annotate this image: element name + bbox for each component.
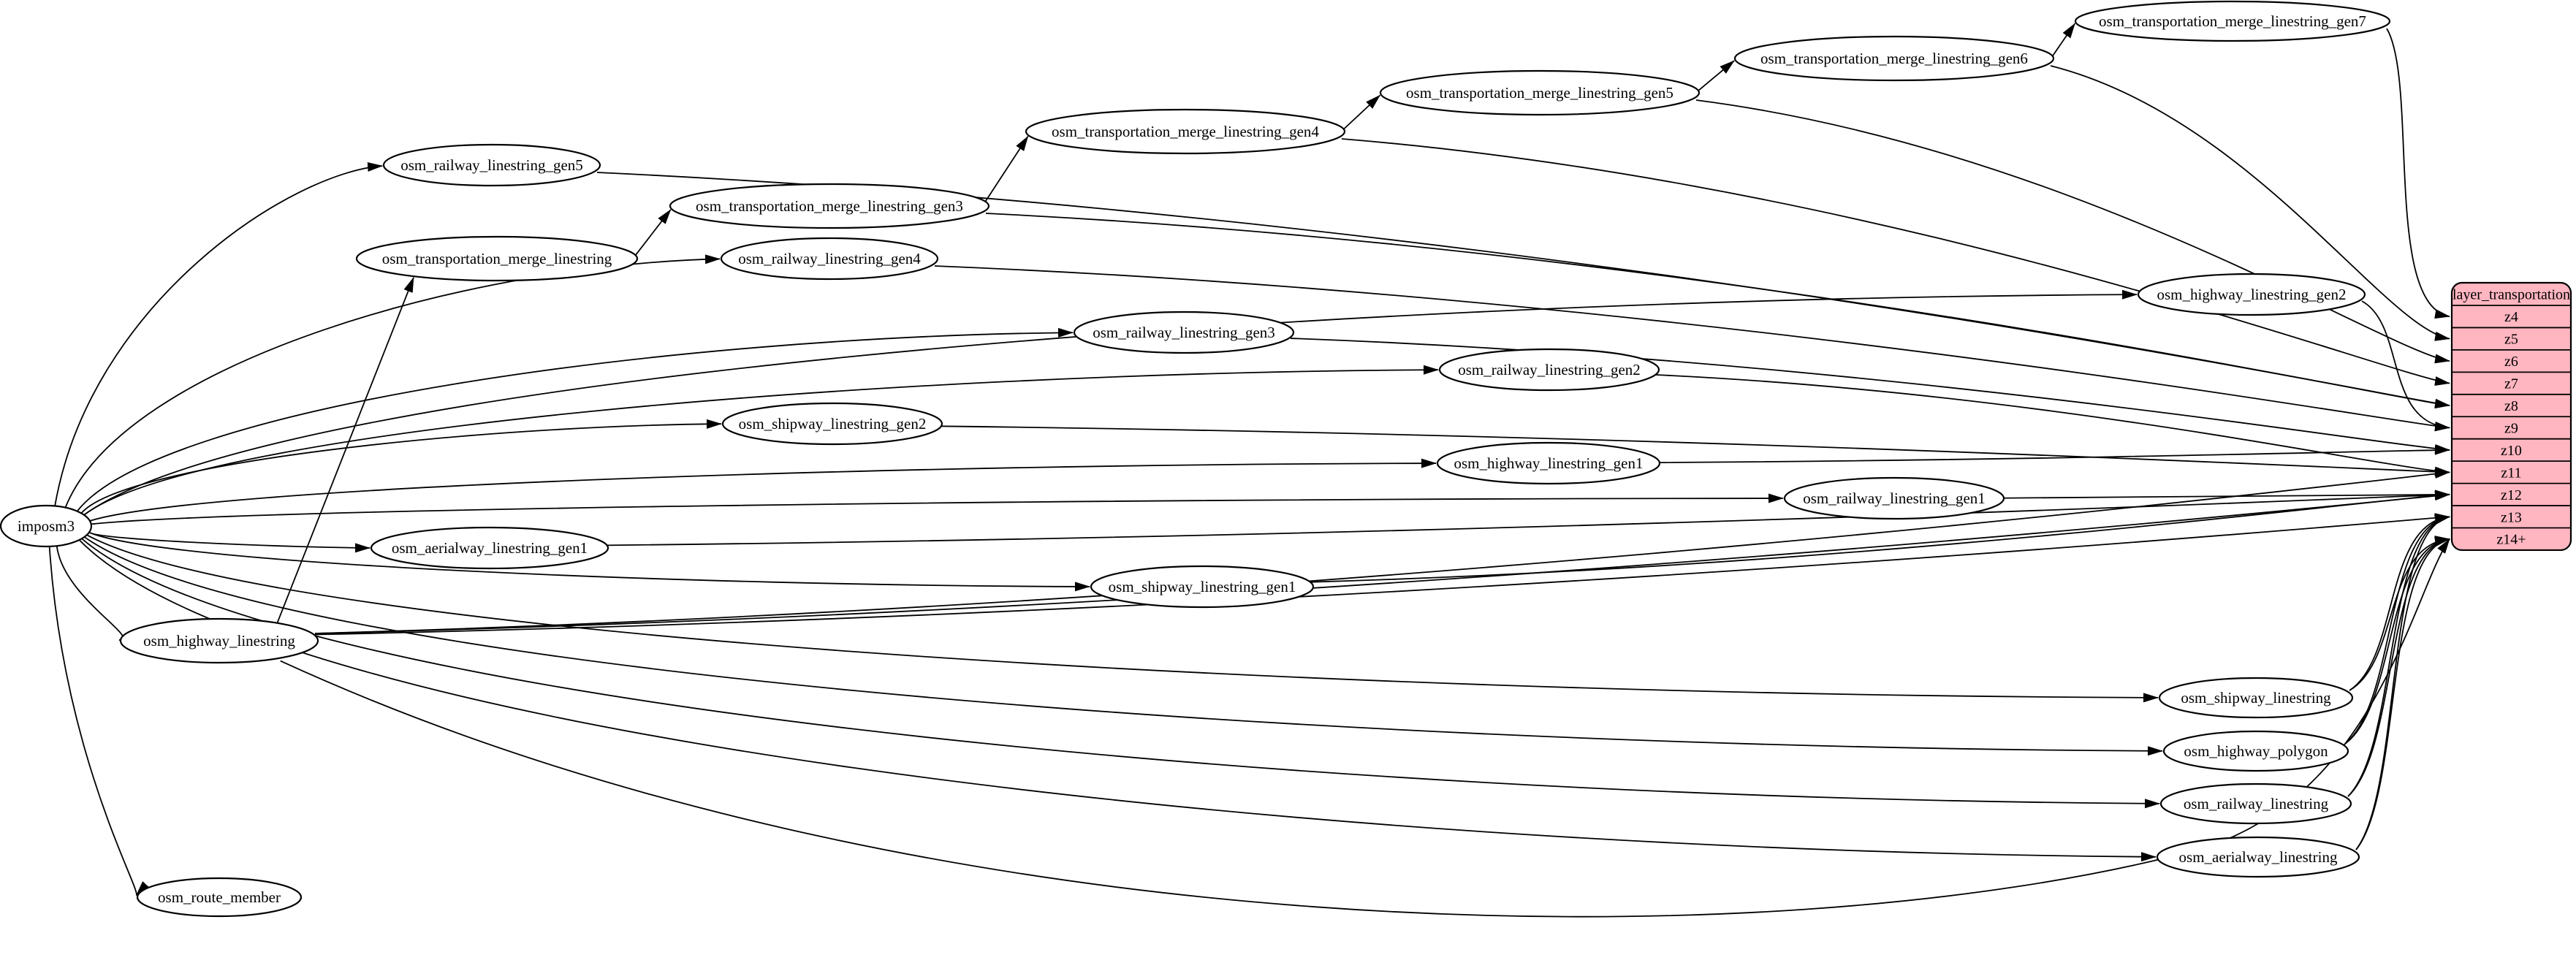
- node-osm_transportation_merge_linestring_gen4: [1026, 110, 1345, 153]
- table-row-z8: z8: [2504, 398, 2518, 415]
- edge-imposm3-to-osm_highway_linestring_gen1: [90, 463, 1436, 521]
- node-osm_transportation_merge_linestring_gen5: [1380, 71, 1699, 115]
- node-label: osm_transportation_merge_linestring_gen6: [1760, 50, 2028, 67]
- table-row-z6: z6: [2504, 354, 2518, 370]
- node-osm_highway_polygon: [2164, 731, 2348, 771]
- node-osm_railway_linestring_gen5: [384, 145, 600, 186]
- node-osm_highway_linestring_gen2: [2138, 274, 2365, 315]
- node-label: osm_railway_linestring_gen5: [400, 156, 583, 174]
- edge-osm_transportation_merge_linestring_gen3-to-osm_transportation_merge_linestring_gen4: [985, 137, 1027, 202]
- node-osm_railway_linestring_gen3: [1074, 312, 1293, 353]
- node-label: osm_transportation_merge_linestring_gen3: [696, 197, 963, 215]
- node-osm_highway_linestring_gen1: [1437, 443, 1660, 484]
- node-label: osm_transportation_merge_linestring_gen4: [1052, 123, 1319, 140]
- node-label: osm_shipway_linestring_gen1: [1108, 578, 1296, 595]
- node-label: osm_route_member: [158, 888, 281, 906]
- edge-imposm3-to-osm_railway_linestring_gen2: [84, 370, 1438, 515]
- edge-osm_highway_linestring-to-layer_transportation-z12: [315, 495, 2450, 633]
- node-osm_shipway_linestring: [2159, 678, 2352, 717]
- node-osm_aerialway_linestring: [2157, 837, 2359, 877]
- edge-osm_transportation_merge_linestring_gen6-to-osm_transportation_merge_linestring_gen7: [2053, 23, 2075, 56]
- node-osm_transportation_merge_linestring_gen7: [2075, 1, 2390, 41]
- table-row-z12: z12: [2501, 487, 2522, 503]
- node-label: osm_railway_linestring_gen4: [738, 250, 921, 267]
- node-osm_route_member: [137, 878, 301, 916]
- edge-osm_transportation_merge_linestring_gen4-to-layer_transportation-z7: [1342, 139, 2450, 384]
- table-row-z7: z7: [2504, 376, 2518, 392]
- node-imposm3: [1, 506, 91, 547]
- node-osm_highway_linestring: [121, 619, 318, 663]
- edge-imposm3-to-osm_aerialway_linestring_gen1: [89, 532, 370, 548]
- edge-osm_transportation_merge_linestring_gen7-to-layer_transportation-z4: [2387, 28, 2450, 316]
- node-osm_railway_linestring_gen2: [1440, 349, 1659, 390]
- edge-imposm3-to-osm_route_member: [50, 547, 137, 895]
- edge-osm_highway_linestring_gen2-to-layer_transportation-z9: [2362, 301, 2450, 427]
- node-label: osm_aerialway_linestring_gen1: [391, 539, 588, 557]
- node-osm_shipway_linestring_gen1: [1091, 566, 1313, 607]
- nodes: [1, 1, 2390, 916]
- table-layer_transportation: [2452, 283, 2571, 550]
- node-osm_transportation_merge_linestring_gen6: [1735, 37, 2053, 80]
- table-title: layer_transportation: [2452, 286, 2571, 303]
- table-row-z14+: z14+: [2496, 531, 2526, 548]
- node-label: osm_railway_linestring_gen3: [1093, 324, 1275, 341]
- table-row-z11: z11: [2501, 465, 2522, 481]
- edge-imposm3-to-osm_railway_linestring_gen1: [91, 498, 1783, 524]
- node-osm_railway_linestring_gen4: [721, 238, 938, 279]
- edge-osm_railway_linestring_gen3-to-layer_transportation-z10: [1291, 338, 2450, 450]
- node-label: osm_shipway_linestring_gen2: [738, 415, 927, 433]
- node-label: osm_transportation_merge_linestring: [381, 250, 612, 267]
- node-label: osm_transportation_merge_linestring_gen5: [1406, 84, 1673, 102]
- edge-imposm3-to-osm_highway_polygon: [84, 537, 2162, 751]
- node-label: osm_aerialway_linestring: [2178, 848, 2338, 866]
- node-label: osm_highway_linestring: [143, 632, 295, 650]
- table-row-z9: z9: [2504, 420, 2518, 437]
- edge-osm_transportation_merge_linestring-to-osm_transportation_merge_linestring_gen3: [636, 210, 671, 255]
- node-osm_transportation_merge_linestring: [357, 237, 637, 281]
- node-label: osm_railway_linestring_gen1: [1803, 490, 1986, 507]
- node-label: osm_railway_linestring: [2183, 795, 2329, 812]
- node-label: osm_shipway_linestring: [2181, 689, 2331, 707]
- edge-osm_aerialway_linestring_gen1-to-layer_transportation-z12: [605, 495, 2450, 546]
- edge-osm_transportation_merge_linestring_gen5-to-layer_transportation-z6: [1696, 100, 2450, 361]
- node-label: osm_highway_linestring_gen1: [1454, 454, 1644, 472]
- table-row-z5: z5: [2504, 331, 2518, 348]
- edge-osm_transportation_merge_linestring_gen5-to-osm_transportation_merge_linestring_gen6: [1698, 61, 1734, 91]
- node-label: osm_railway_linestring_gen2: [1458, 361, 1641, 378]
- node-label: imposm3: [17, 517, 75, 535]
- node-osm_shipway_linestring_gen2: [723, 403, 942, 444]
- node-label: osm_highway_polygon: [2184, 742, 2328, 760]
- table-row-z13: z13: [2501, 509, 2522, 526]
- table-row-z10: z10: [2501, 442, 2522, 459]
- node-label: osm_highway_linestring_gen2: [2157, 286, 2347, 303]
- node-osm_transportation_merge_linestring_gen3: [670, 184, 989, 228]
- edge-osm_shipway_linestring-to-layer_transportation-z14+: [2349, 539, 2450, 690]
- edge-osm_transportation_merge_linestring_gen4-to-osm_transportation_merge_linestring_gen5: [1344, 95, 1380, 129]
- node-label: osm_transportation_merge_linestring_gen7: [2099, 12, 2366, 30]
- node-osm_aerialway_linestring_gen1: [371, 528, 608, 568]
- node-osm_railway_linestring_gen1: [1785, 478, 2004, 519]
- table-row-z4: z4: [2504, 309, 2518, 326]
- edge-imposm3-to-osm_shipway_linestring_gen2: [81, 424, 721, 513]
- edge-osm_aerialway_linestring-to-layer_transportation-z14+: [2356, 539, 2450, 850]
- node-osm_railway_linestring: [2161, 784, 2351, 823]
- edge-imposm3-to-osm_railway_linestring_gen5: [55, 166, 382, 506]
